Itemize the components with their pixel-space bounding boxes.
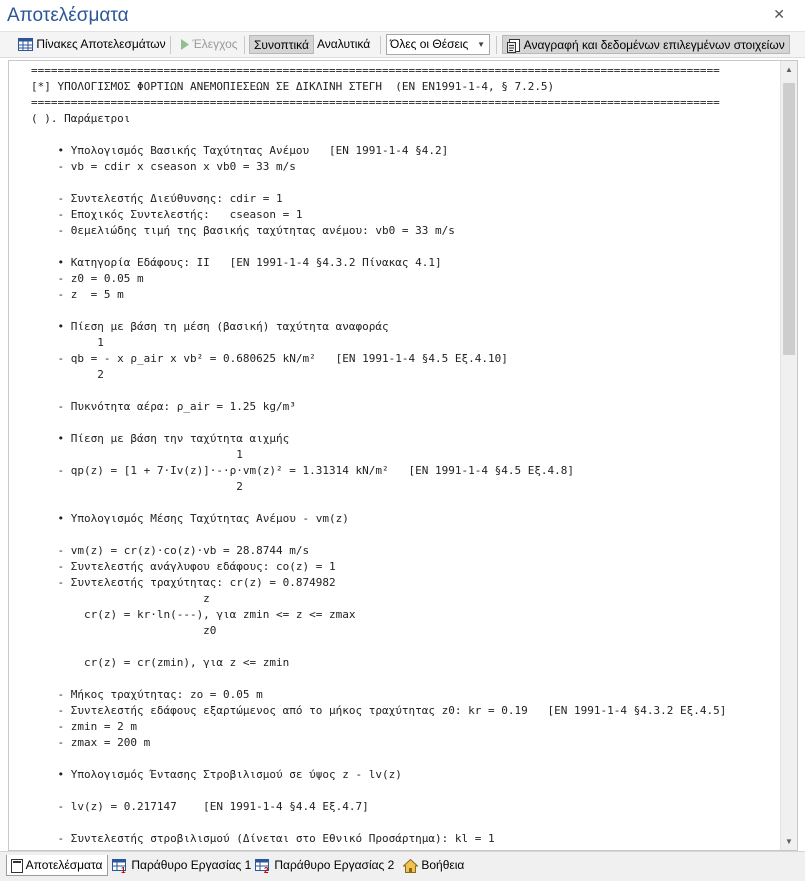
bottom-tab-bar: [0, 851, 805, 881]
result-line: [31, 815, 782, 831]
result-line: 1: [31, 336, 104, 349]
result-line: z: [31, 592, 210, 605]
close-icon[interactable]: ✕: [773, 6, 785, 22]
result-line: - qb = - x ρ_air x vb² = 0.680625 kN/m² [EN 1991-1-4 §4.5 Εξ.4.10]: [31, 352, 508, 365]
positions-select[interactable]: [386, 34, 490, 55]
result-line: - z = 5 m: [31, 288, 124, 301]
result-tables-label: Πίνακες Αποτελεσμάτων: [36, 37, 166, 51]
result-line: • Πίεση με βάση την ταχύτητα αιχμής: [31, 432, 290, 445]
result-line: - Εποχικός Συντελεστής: cseason = 1: [31, 208, 303, 221]
positions-select-value: Όλες οι Θέσεις: [390, 37, 469, 51]
result-line: • Κατηγορία Εδάφους: II [EN 1991-1-4 §4.3.2 Πίνακας 4.1]: [31, 256, 442, 269]
result-line: - zmin = 2 m: [31, 720, 137, 733]
toolbar-separator: [170, 36, 171, 54]
scroll-up-icon[interactable]: ▲: [785, 65, 793, 74]
tab-help-label: Βοήθεια: [421, 858, 465, 872]
home-icon: [403, 859, 418, 873]
result-line: [31, 303, 782, 319]
tab-worksheet-1-label: Παράθυρο Εργασίας 1: [131, 858, 252, 872]
results-panel[interactable]: [8, 60, 798, 851]
result-line: cr(z) = cr(zmin), για z <= zmin: [31, 656, 290, 669]
check-button[interactable]: [176, 35, 242, 54]
result-line: - zmax = 200 m: [31, 736, 151, 749]
tab-worksheet-1[interactable]: [108, 855, 255, 876]
result-line: [31, 783, 782, 799]
result-line: [31, 415, 782, 431]
summary-toggle[interactable]: [249, 35, 314, 54]
tab-help[interactable]: [399, 855, 468, 876]
result-line: - Συντελεστής τραχύτητας: cr(z) = 0.874982: [31, 576, 336, 589]
result-line: • Υπολογισμός Βασικής Ταχύτητας Ανέμου [EN 1991-1-4 §4.2]: [31, 144, 449, 157]
worksheet-2-icon: [255, 859, 271, 873]
result-tables-button[interactable]: [14, 35, 170, 54]
result-line: [31, 127, 782, 143]
result-line: - lv(z) = 0.217147 [EN 1991-1-4 §4.4 Εξ.4.7]: [31, 800, 369, 813]
result-line: 2: [31, 368, 104, 381]
result-line: - vb = cdir x cseason x vb0 = 33 m/s: [31, 160, 296, 173]
toolbar-separator: [244, 36, 245, 54]
result-line: - Συντελεστής Διεύθυνσης: cdir = 1: [31, 192, 283, 205]
toolbar-separator: [380, 36, 381, 54]
result-line: [*] ΥΠΟΛΟΓΙΣΜΟΣ ΦΟΡΤΙΩΝ ΑΝΕΜΟΠΙΕΣΕΩΝ ΣΕ ΔΙΚΛΙΝΗ ΣΤΕΓΗ (ΕΝ ΕΝ1991-1-4, § 7.2.5): [31, 80, 555, 93]
result-line: - qp(z) = [1 + 7·Iv(z)]·-·ρ·vm(z)² = 1.31314 kN/m² [EN 1991-1-4 §4.5 Εξ.4.8]: [31, 464, 575, 477]
scrollbar-thumb[interactable]: [783, 83, 795, 355]
summary-label: Συνοπτικά: [254, 38, 309, 52]
result-line: 2: [31, 480, 243, 493]
result-line: • Υπολογισμός Μέσης Ταχύτητας Ανέμου - vm(z): [31, 512, 349, 525]
scroll-down-icon[interactable]: ▼: [785, 837, 793, 846]
result-line: • Υπολογισμός Έντασης Στροβιλισμού σε ύψος z - lv(z): [31, 768, 402, 781]
table-icon: [18, 38, 33, 51]
result-line: - Πυκνότητα αέρα: ρ_air = 1.25 kg/m³: [31, 400, 296, 413]
result-line: [31, 639, 782, 655]
report-selected-label: Αναγραφή και δεδομένων επιλεγμένων στοιχείων: [523, 38, 785, 52]
results-text: [31, 63, 782, 847]
tab-worksheet-2-label: Παράθυρο Εργασίας 2: [274, 858, 395, 872]
result-line: - Συντελεστής εδάφους εξαρτώμενος από το μήκος τραχύτητας z0: kr = 0.19 [EN 1991-1-4 §4.3.2 Εξ.4.5]: [31, 704, 727, 717]
title-bar: [0, 0, 805, 32]
result-line: ========================================================================================================: [31, 96, 720, 109]
result-line: [31, 239, 782, 255]
document-icon: [11, 859, 23, 873]
play-icon: [180, 39, 189, 50]
worksheet-1-icon: [112, 859, 128, 873]
svg-text:2: 2: [264, 865, 269, 873]
result-line: z0: [31, 624, 217, 637]
report-icon: [507, 39, 521, 53]
tab-worksheet-2[interactable]: [251, 855, 398, 876]
detailed-toggle[interactable]: [313, 35, 374, 54]
result-line: [31, 671, 782, 687]
result-line: - z0 = 0.05 m: [31, 272, 144, 285]
result-line: cr(z) = kr·ln(---), για zmin <= z <= zmax: [31, 608, 356, 621]
result-line: [31, 527, 782, 543]
result-line: - Θεμελιώδης τιμή της βασικής ταχύτητας ανέμου: vb0 = 33 m/s: [31, 224, 455, 237]
window-title: Αποτελέσματα: [7, 5, 129, 26]
toolbar: [0, 32, 805, 58]
result-line: ========================================================================================================: [31, 64, 720, 77]
toolbar-separator: [496, 36, 497, 54]
result-line: • Πίεση με βάση τη μέση (βασική) ταχύτητα αναφοράς: [31, 320, 389, 333]
result-line: - Συντελεστής ανάγλυφου εδάφους: co(z) = 1: [31, 560, 336, 573]
report-selected-button[interactable]: [502, 35, 790, 54]
svg-text:1: 1: [121, 865, 126, 873]
result-line: [31, 751, 782, 767]
result-line: - Συντελεστής στροβιλισμού (Δίνεται στο Εθνικό Προσάρτημα): kl = 1: [31, 832, 495, 845]
result-line: - Μήκος τραχύτητας: zo = 0.05 m: [31, 688, 263, 701]
result-line: - vm(z) = cr(z)·co(z)·vb = 28.8744 m/s: [31, 544, 310, 557]
result-line: [31, 383, 782, 399]
result-line: ( ). Παράμετροι: [31, 112, 131, 125]
detailed-label: Αναλυτικά: [317, 37, 371, 51]
chevron-down-icon: ▼: [477, 40, 485, 49]
tab-results[interactable]: [6, 855, 108, 876]
tab-results-label: Αποτελέσματα: [25, 858, 103, 872]
result-line: [31, 495, 782, 511]
result-line: [31, 175, 782, 191]
vertical-scrollbar[interactable]: [780, 61, 797, 850]
result-line: 1: [31, 448, 243, 461]
check-label: Έλεγχος: [192, 37, 238, 51]
